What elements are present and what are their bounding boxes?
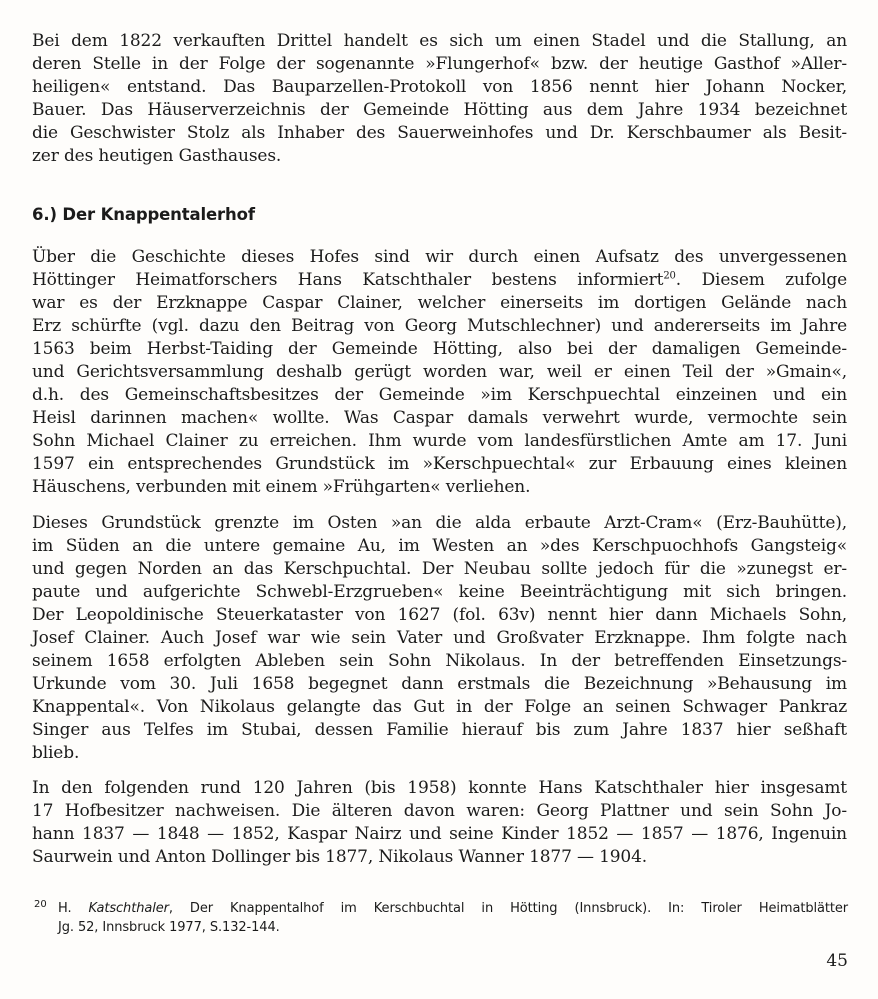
para1-line-2: deren Stelle in der Folge der sogenannte »Flungerhof« bzw. der heutige Gasthof »Aller-: [32, 54, 847, 74]
para4-line-3: hann 1837 — 1848 — 1852, Kaspar Nairz und seine Kinder 1852 — 1857 — 1876, Ingenuin: [32, 824, 847, 844]
para2-line-10: 1597 ein entsprechendes Grundstück im »Kerschpuechtal« zur Erbauung eines kleinen: [32, 454, 847, 474]
para3-line-11: blieb.: [32, 743, 80, 763]
para1-line-3: heiligen« entstand. Das Bauparzellen-Protokoll von 1856 nennt hier Johann Nocker,: [32, 77, 847, 97]
para3-line-6: Josef Clainer. Auch Josef war wie sein Vater und Großvater Erzknappe. Ihm folgte nach: [32, 628, 847, 648]
para3-line-8: Urkunde vom 30. Juli 1658 begegnet dann erstmals die Bezeichnung »Behausung im: [32, 674, 847, 694]
footnote-author: Katschthaler: [88, 901, 169, 916]
para3-line-3: und gegen Norden an das Kerschpuchtal. Der Neubau sollte jedoch für die »zunegst er-: [32, 559, 847, 579]
section-heading: 6.) Der Knappentalerhof: [32, 205, 255, 224]
footnote-line-1: [58, 899, 848, 918]
para4-line-4: Saurwein und Anton Dollinger bis 1877, Nikolaus Wanner 1877 — 1904.: [32, 847, 648, 867]
para2-line-2: [32, 269, 847, 292]
footnote-line-2: Jg. 52, Innsbruck 1977, S.132-144.: [58, 920, 280, 935]
para2-line-3: war es der Erzknappe Caspar Clainer, welcher einerseits im dortigen Gelände nach: [32, 293, 847, 313]
para2-line-7: d.h. des Gemeinschaftsbesitzes der Gemeinde »im Kerschpuechtal einzeinen und ein: [32, 385, 847, 405]
para1-line-5: die Geschwister Stolz als Inhaber des Sauerweinhofes und Dr. Kerschbaumer als Besit-: [32, 123, 847, 143]
para3-line-4: paute und aufgerichte Schwebl-Erzgrueben« keine Beeinträchtigung mit sich bringen.: [32, 582, 847, 602]
para2-line-4: Erz schürfte (vgl. dazu den Beitrag von Georg Mutschlechner) und andererseits im Jahre: [32, 316, 847, 336]
para3-line-5: Der Leopoldinische Steuerkataster von 1627 (fol. 63v) nennt hier dann Michaels Sohn,: [32, 605, 847, 625]
para2-line-2-text: Höttinger Heimatforschers Hans Katschthaler bestens informiert: [32, 270, 664, 290]
para2-line-8: Heisl darinnen machen« wollte. Was Caspar damals verwehrt wurde, vermochte sein: [32, 408, 847, 428]
para2-line-11: Häuschens, verbunden mit einem »Frühgarten« verliehen.: [32, 477, 531, 497]
para2-line-9: Sohn Michael Clainer zu erreichen. Ihm wurde vom landesfürstlichen Amte am 17. Juni: [32, 431, 847, 451]
para3-line-9: Knappental«. Von Nikolaus gelangte das Gut in der Folge an seinen Schwager Pankraz: [32, 697, 847, 717]
para1-line-1: Bei dem 1822 verkauften Drittel handelt es sich um einen Stadel und die Stallung, an: [32, 31, 847, 51]
footnote-reference: 20: [663, 270, 676, 282]
para2-line-6: und Gerichtsversammlung deshalb gerügt worden war, weil er einen Teil der »Gmain«,: [32, 362, 847, 382]
para4-line-2: 17 Hofbesitzer nachweisen. Die älteren davon waren: Georg Plattner und sein Sohn Jo-: [32, 801, 847, 821]
para2-line-2-tail: . Diesem zufolge: [675, 270, 847, 290]
para3-line-2: im Süden an die untere gemaine Au, im Westen an »des Kerschpuochhofs Gangsteig«: [32, 536, 847, 556]
para3-line-7: seinem 1658 erfolgten Ableben sein Sohn Nikolaus. In der betreffenden Einsetzungs-: [32, 651, 847, 671]
para3-line-10: Singer aus Telfes im Stubai, dessen Familie hierauf bis zum Jahre 1837 hier seßhaft: [32, 720, 847, 740]
para1-line-6: zer des heutigen Gasthauses.: [32, 146, 282, 166]
para2-line-1: Über die Geschichte dieses Hofes sind wir durch einen Aufsatz des unvergessenen: [32, 247, 847, 267]
para1-line-4: Bauer. Das Häuserverzeichnis der Gemeinde Hötting aus dem Jahre 1934 bezeichnet: [32, 100, 847, 120]
para3-line-1: Dieses Grundstück grenzte im Osten »an die alda erbaute Arzt-Cram« (Erz-Bauhütte),: [32, 513, 847, 533]
page-number: 45: [826, 951, 848, 971]
footnote-mark: 20: [34, 899, 47, 910]
footnote-prefix: H.: [58, 901, 89, 916]
para4-line-1: In den folgenden rund 120 Jahren (bis 1958) konnte Hans Katschthaler hier insgesamt: [32, 778, 847, 798]
para2-line-5: 1563 beim Herbst-Taiding der Gemeinde Hötting, also bei der damaligen Gemeinde-: [32, 339, 847, 359]
footnote-line-1-rest: , Der Knappentalhof im Kerschbuchtal in Hötting (Innsbruck). In: Tiroler Heimatblätter: [168, 901, 848, 916]
